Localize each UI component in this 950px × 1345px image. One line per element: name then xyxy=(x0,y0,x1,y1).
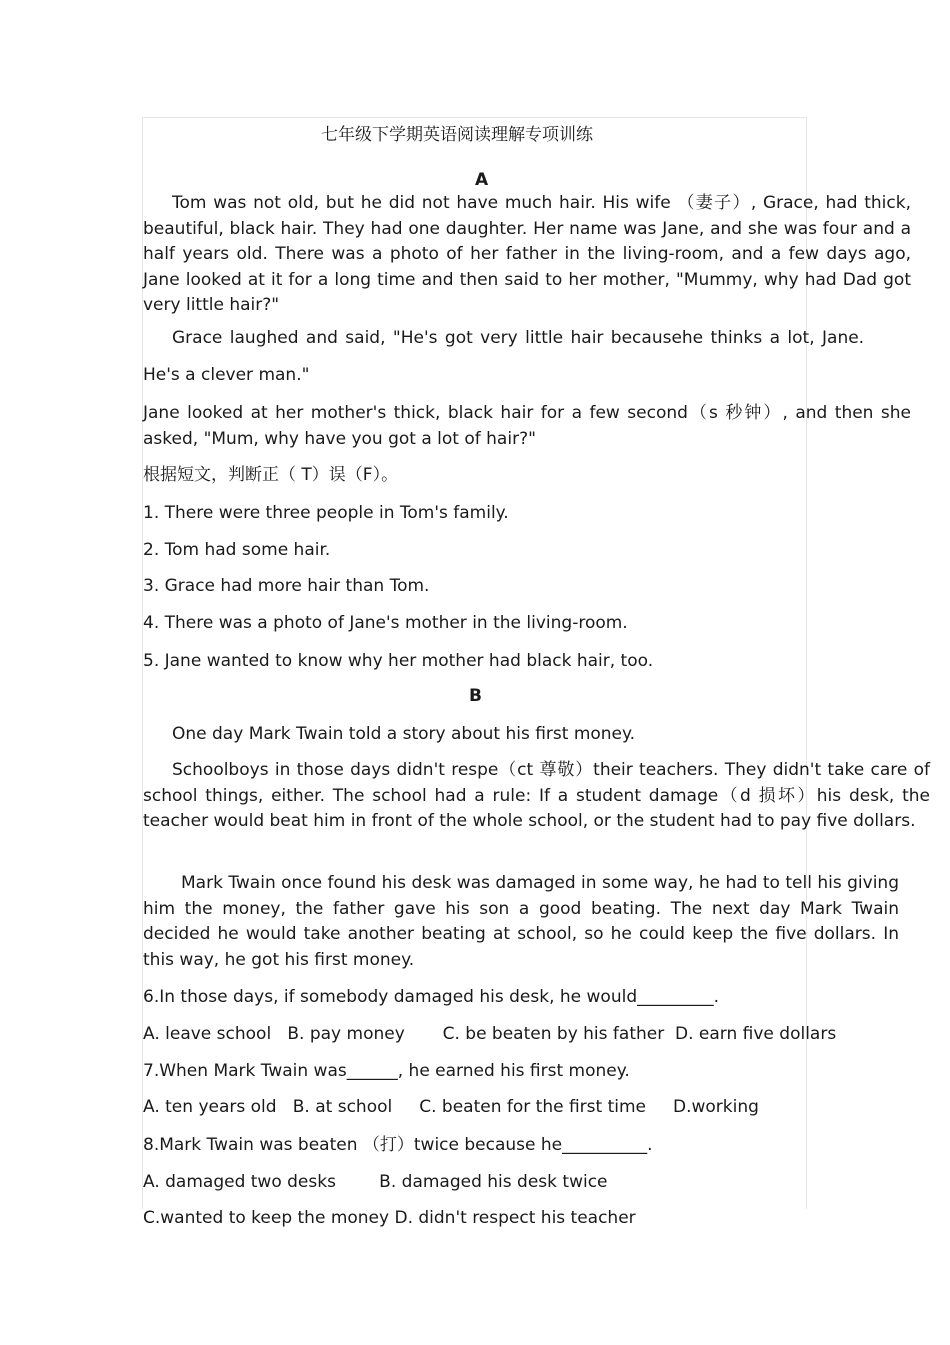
document-title: 七年级下学期英语阅读理解专项训练 xyxy=(321,125,593,145)
question-6: 6.In those days, if somebody damaged his desk, he would_________. xyxy=(143,987,720,1007)
question-4: 4. There was a photo of Jane's mother in the living-room. xyxy=(143,613,628,633)
section-a-heading: A xyxy=(475,170,489,190)
question-3: 3. Grace had more hair than Tom. xyxy=(143,576,430,596)
question-1: 1. There were three people in Tom's family. xyxy=(143,503,509,523)
section-a-paragraph-3: Jane looked at her mother's thick, black hair for a few second（s 秒钟）, and then she asked, "Mum, why have you got a lot of hair?" xyxy=(143,403,911,449)
section-b-heading: B xyxy=(469,686,482,706)
question-6-options: A. leave school B. pay money C. be beaten by his father D. earn five dollars xyxy=(143,1024,837,1044)
question-5: 5. Jane wanted to know why her mother had black hair, too. xyxy=(143,651,654,671)
question-8-options-row-1: A. damaged two desks B. damaged his desk twice xyxy=(143,1172,608,1192)
question-7: 7.When Mark Twain was______, he earned his first money. xyxy=(143,1061,630,1081)
section-b-paragraph-3: Mark Twain once found his desk was damaged in some way, he had to tell his giving him the money, the father gave his son a good beating. The next day Mark Twain decided he would take another beating at school, so he could keep the five dollars. In this way, he got his first money. xyxy=(143,873,899,970)
question-7-options: A. ten years old B. at school C. beaten for the first time D.working xyxy=(143,1097,759,1117)
question-2: 2. Tom had some hair. xyxy=(143,540,331,560)
section-a-paragraph-1: Tom was not old, but he did not have much hair. His wife （妻子）, Grace, had thick, beautiful, black hair. They had one daughter. Her name was Jane, and she was four and a half years old. There was a photo of her father in the living-room, and a few days ago, Jane looked at it for a long time and then said to her mother, "Mummy, why had Dad got very little hair?" xyxy=(143,193,911,315)
section-a-paragraph-2-line-2: He's a clever man." xyxy=(143,365,310,385)
section-a-paragraph-2-line-1: Grace laughed and said, "He's got very little hair becausehe thinks a lot, Jane. xyxy=(172,328,865,348)
section-b-paragraph-2: Schoolboys in those days didn't respe（ct 尊敬）their teachers. They didn't take care of school things, either. The school had a rule: If a student damage（d 损坏）his desk, the teacher would beat him in front of the whole school, or the student had to pay five dollars. xyxy=(143,760,930,831)
question-8-options-row-2: C.wanted to keep the money D. didn't respect his teacher xyxy=(143,1208,636,1228)
section-b-paragraph-1: One day Mark Twain told a story about his first money. xyxy=(172,724,636,744)
question-8: 8.Mark Twain was beaten （打）twice because he__________. xyxy=(143,1135,653,1155)
true-false-instruction: 根据短文，判断正（ T）误（F）。 xyxy=(143,465,399,485)
